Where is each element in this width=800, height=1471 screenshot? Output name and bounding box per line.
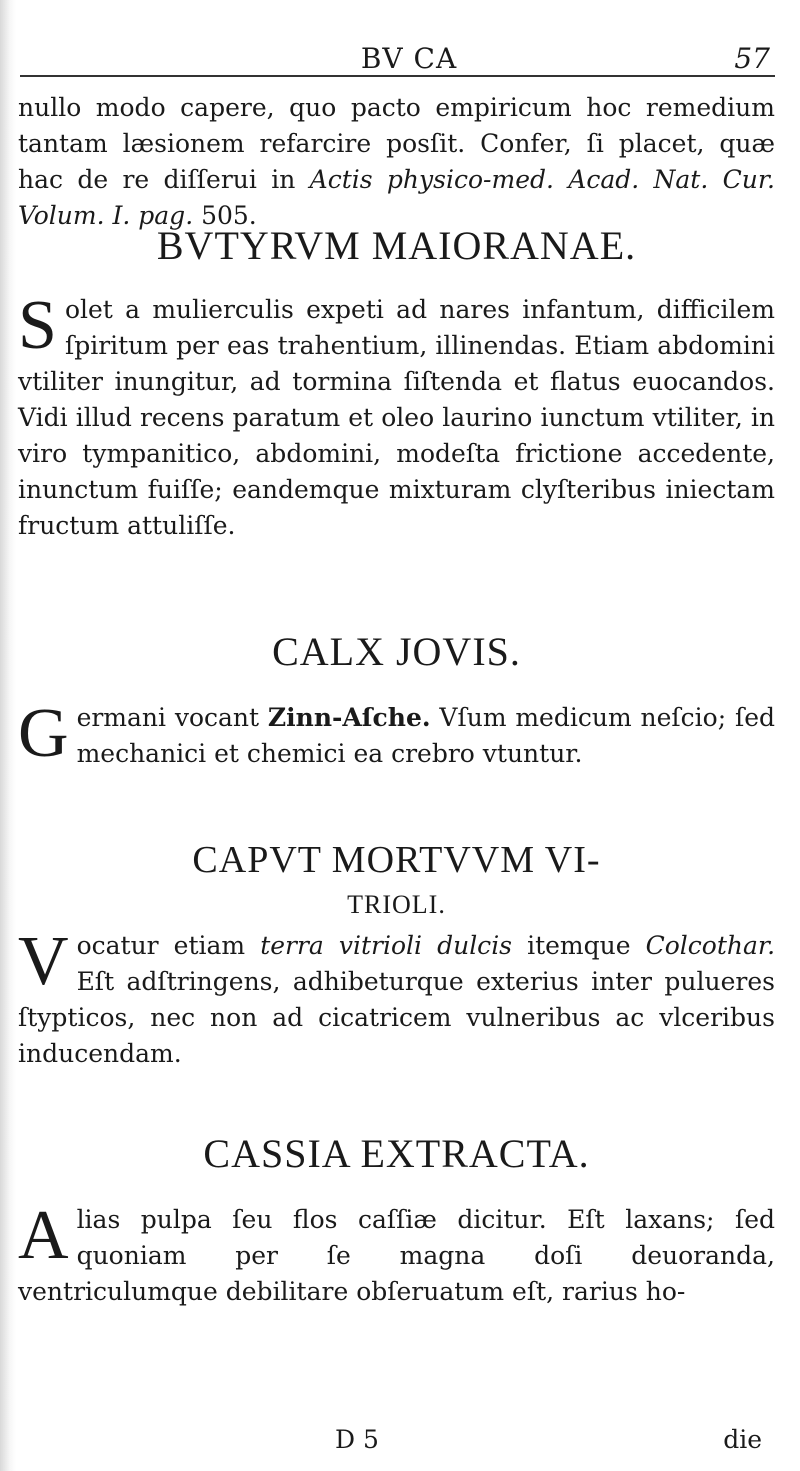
entry-subtitle: TRIOLI. [347, 890, 446, 919]
citation: Actis physico-med. Acad. Nat. Cur. Volum. I. pag. [18, 165, 775, 230]
drop-cap: A [18, 1197, 69, 1274]
page-header [18, 42, 800, 78]
citation-page: 505. [201, 201, 257, 230]
entry-text: ocatur etiam [76, 931, 246, 960]
page-gutter [0, 0, 16, 1471]
entry-body-cassia [18, 1197, 775, 1310]
entry-text: Eſt adſtringens, adhibeturque exterius inter pulueres ſtypticos, nec non ad cicatricem vulneribus ac vlceribus inducendam. [18, 967, 775, 1068]
entry-body-calx-jovis [18, 695, 775, 772]
continuation-text: nullo modo capere, quo pacto empiricum hoc remedium tantam læsionem refarcire posſit. Confer, ſi placet, quæ hac de re diſſerui in [18, 93, 775, 194]
entry-text: lias pulpa ſeu flos caſſiæ dicitur. Eſt laxans; ſed quoniam per ſe magna doſi deuoranda, ventriculumque debilitare obſeruatum eſt, rarius ho- [18, 1205, 775, 1306]
running-title: BV CA [360, 42, 458, 75]
header-rule [20, 75, 775, 77]
drop-cap: V [18, 923, 69, 1000]
entry-text: olet a mulierculis expeti ad nares infantum, difficilem ſpiritum per eas trahentium, illinendas. Etiam abdomini vtiliter inungitur, ad tormina ſiſtenda et flatus euocandos. Vidi illud recens paratum et oleo laurino iunctum vtiliter, in viro tympanitico, abdomini, modeſta frictione accedente, inunctum fuiſſe; eandemque mixturam clyſteribus iniectam fructum attuliſſe. [18, 295, 775, 540]
drop-cap: G [18, 695, 69, 772]
entry-title-cassia: CASSIA EXTRACTA. [203, 1131, 590, 1176]
page-number: 57 [734, 42, 770, 75]
catchword: die [723, 1425, 762, 1454]
signature-mark: D 5 [335, 1425, 379, 1454]
entry-title-caput-mortuum: CAPVT MORTVVM VI- [192, 839, 601, 881]
entry-title-butyrum: BVTYRVM MAIORANAE. [156, 223, 637, 268]
entry-text: ermani vocant [76, 703, 260, 732]
drop-cap: S [18, 287, 57, 364]
italic-term: terra vitrioli dulcis [260, 931, 513, 960]
entry-text: itemque [527, 931, 631, 960]
continuation-paragraph [18, 90, 775, 234]
entry-body-caput-mortuum [18, 923, 776, 1072]
entry-title-calx-jovis: CALX JOVIS. [272, 629, 521, 674]
german-term: Zinn-Aſche. [267, 703, 431, 732]
page-footer [0, 1425, 800, 1461]
entry-body-butyrum [18, 287, 775, 544]
italic-term: Colcothar. [645, 931, 776, 960]
entry-text: Vſum medicum neſcio; ſed mechanici et chemici ea crebro vtuntur. [76, 703, 775, 768]
